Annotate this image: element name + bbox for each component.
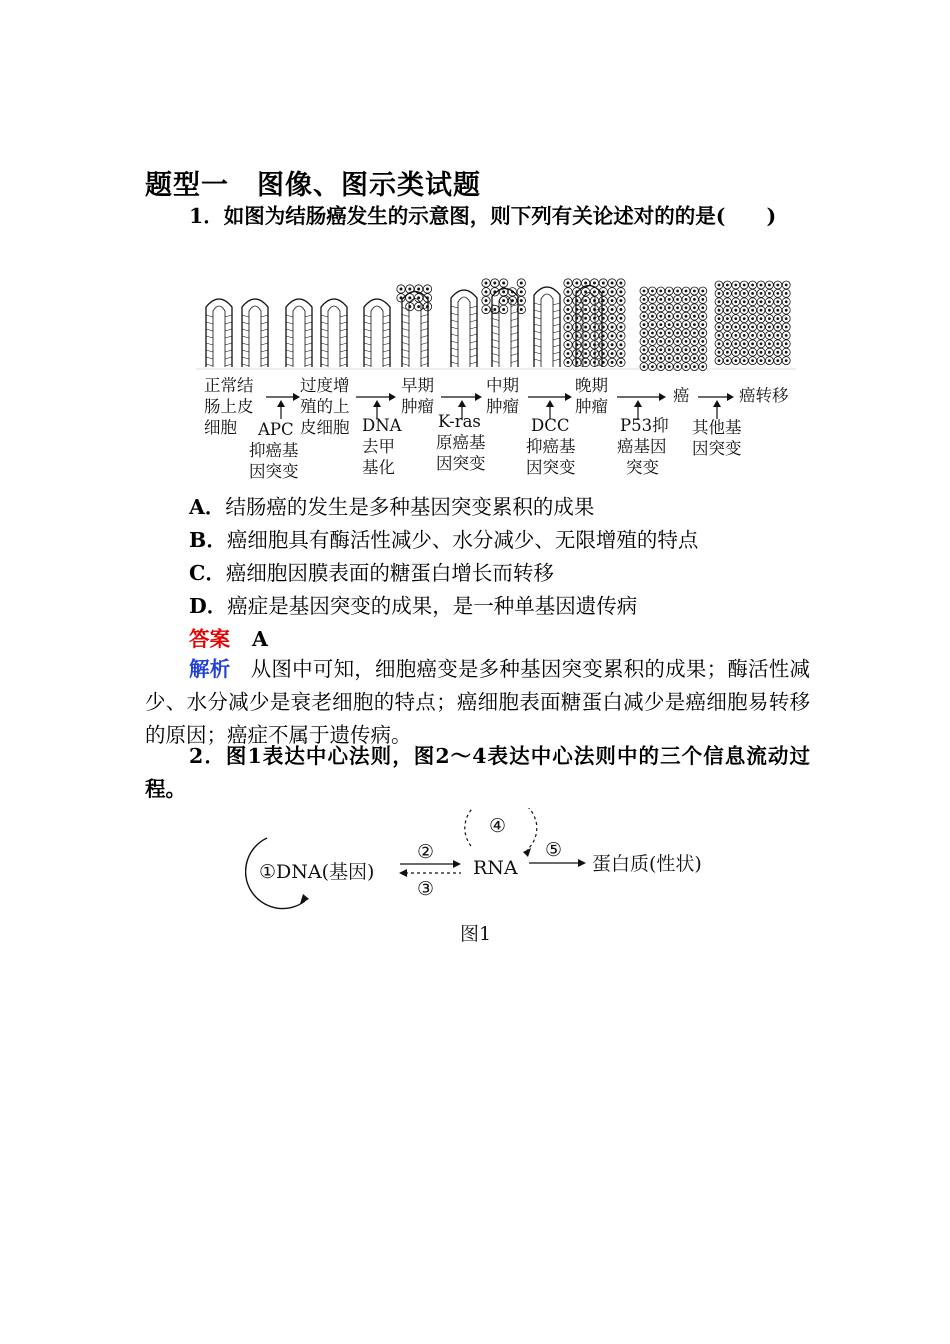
step-3-label: ③ <box>417 878 435 900</box>
rna-label: RNA <box>473 857 518 879</box>
stage-label: 正常结 <box>204 376 254 395</box>
option-text: 癌细胞具有酶活性减少、水分减少、无限增殖的特点 <box>226 528 699 552</box>
analysis-paragraph <box>145 653 810 752</box>
arrowhead-icon <box>453 860 461 868</box>
option-letter: D． <box>189 594 228 618</box>
mutation-label: DNA <box>362 416 402 435</box>
stage-label: 殖的上 <box>300 397 350 416</box>
stage-label: 皮细胞 <box>300 418 350 437</box>
colon-tissue-illustration <box>196 279 796 371</box>
stage-label: 早期 <box>401 376 434 395</box>
arrowhead-icon <box>578 859 586 867</box>
option-c <box>189 558 554 588</box>
mutation-label: 癌基因 <box>617 437 667 456</box>
mutation-label: 因突变 <box>249 462 299 481</box>
mutation-label: 原癌基 <box>436 433 486 452</box>
mutation-label: 因突变 <box>436 454 486 473</box>
answer-label: 答案 <box>189 627 230 651</box>
question-1-stem: 1．如图为结肠癌发生的示意图，则下列有关论述对的的是( ) <box>189 204 777 228</box>
option-a <box>189 492 594 522</box>
section-title: 题型一 图像、图示类试题 <box>145 170 481 201</box>
answer-value: A <box>252 627 268 651</box>
dna-label: ①DNA(基因) <box>259 861 375 883</box>
stage-label: 肿瘤 <box>486 397 519 416</box>
mutation-label: DCC <box>531 416 570 435</box>
stage-label: 过度增 <box>300 376 350 395</box>
option-d <box>189 591 637 621</box>
mutation-label: 抑癌基 <box>249 441 299 460</box>
mutation-label: 去甲 <box>362 437 395 456</box>
stage-label: 中期 <box>486 376 519 395</box>
arrowhead-icon <box>300 894 309 904</box>
protein-label: 蛋白质(性状) <box>592 853 702 875</box>
stage-label: 晚期 <box>575 376 608 395</box>
stage-label: 肿瘤 <box>401 397 434 416</box>
step-4-label: ④ <box>489 815 507 837</box>
central-dogma-figure <box>245 808 765 958</box>
mutation-label: 因突变 <box>692 439 742 458</box>
mutation-label: P53抑 <box>620 416 669 435</box>
mutation-label: 基化 <box>362 458 395 477</box>
stage-label: 癌转移 <box>739 386 789 405</box>
mutation-label: 抑癌基 <box>526 437 576 456</box>
mutation-label: 因突变 <box>526 458 576 477</box>
stage-label: 癌 <box>673 386 690 405</box>
stage-label: 肠上皮 <box>204 397 254 416</box>
mutation-label: 其他基 <box>692 418 742 437</box>
stage-label: 细胞 <box>204 418 237 437</box>
option-text: 癌细胞因膜表面的糖蛋白增长而转移 <box>225 561 554 585</box>
step-2-label: ② <box>417 841 435 863</box>
analysis-label: 解析 <box>189 657 231 681</box>
colon-cancer-figure <box>196 275 806 490</box>
mutation-label: 突变 <box>626 458 659 477</box>
mutation-label: K-ras <box>438 412 481 431</box>
option-letter: C． <box>189 561 226 585</box>
question-2-stem: 2．图1表达中心法则，图2～4表达中心法则中的三个信息流动过程。 <box>145 744 810 801</box>
mutation-label: APC <box>258 420 294 439</box>
option-text: 结肠癌的发生是多种基因突变累积的成果 <box>225 495 595 519</box>
stage-label: 肿瘤 <box>575 397 608 416</box>
option-letter: B． <box>189 528 227 552</box>
option-text: 癌症是基因突变的成果，是一种单基因遗传病 <box>227 594 638 618</box>
option-b <box>189 525 698 555</box>
arrowhead-icon <box>523 848 531 857</box>
arrowhead-icon <box>399 869 407 877</box>
analysis-text: 从图中可知，细胞癌变是多种基因突变累积的成果；酶活性减少、水分减少是衰老细胞的特点；癌细胞表面糖蛋白减少是癌细胞易转移的原因；癌症不属于遗传病。 <box>145 657 811 747</box>
answer-line <box>189 624 268 654</box>
figure-caption: 图1 <box>460 923 492 945</box>
step-5-label: ⑤ <box>545 839 563 861</box>
option-letter: A． <box>189 495 226 519</box>
